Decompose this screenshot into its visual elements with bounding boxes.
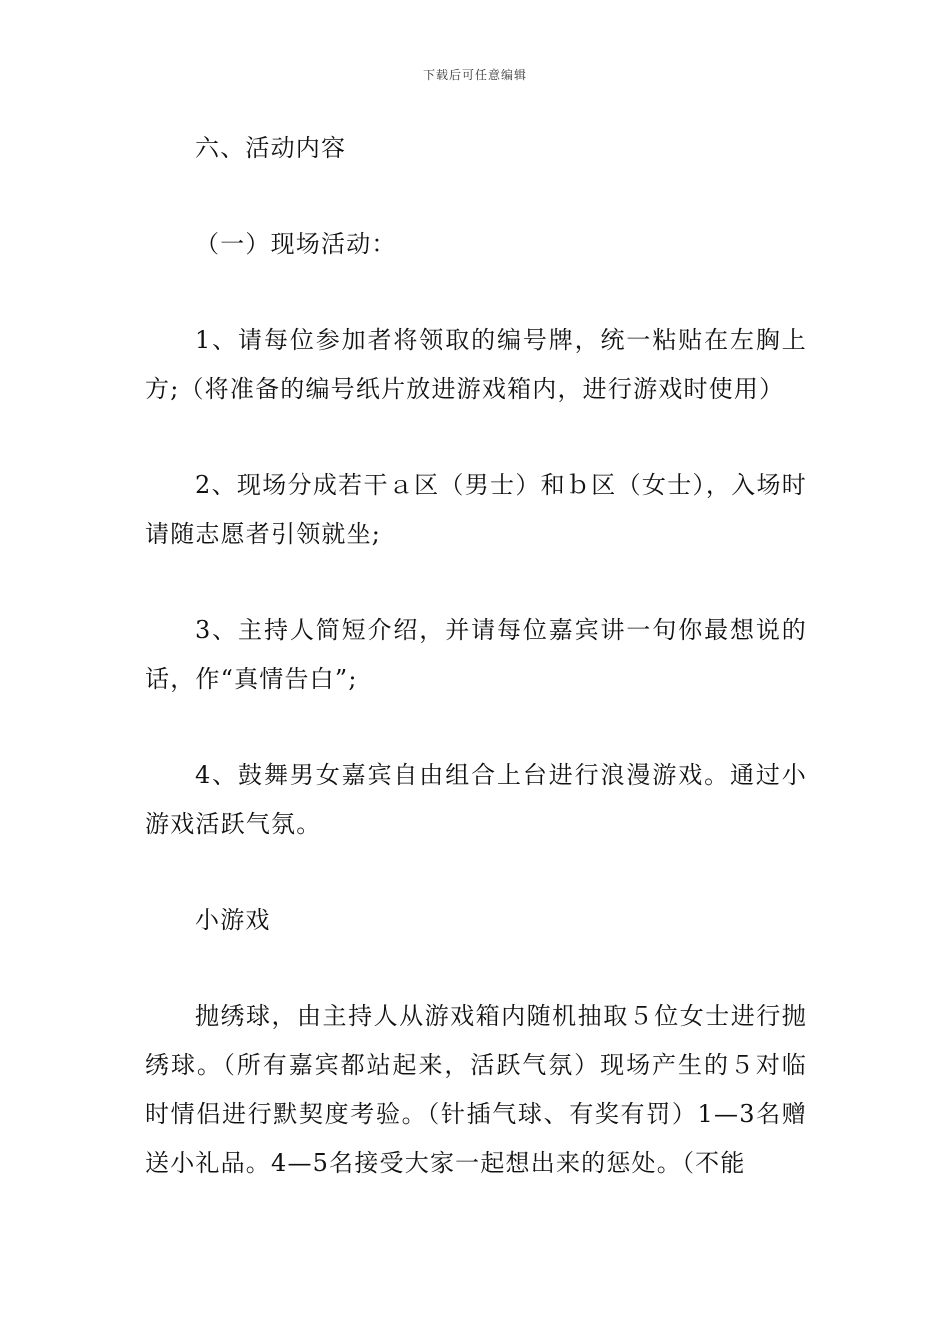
game-title: 小游戏	[195, 906, 271, 934]
page-header-note: 下载后可任意编辑	[422, 68, 527, 82]
paragraph-item-4: 4、鼓舞男女嘉宾自由组合上台进行浪漫游戏。通过小游戏活跃气氛。	[145, 761, 807, 838]
subsection-title: （一）现场活动：	[195, 230, 397, 258]
paragraph-gap	[145, 849, 807, 896]
paragraph-item-2: 2、现场分成若干ａ区（男士）和ｂ区（女士），入场时请随志愿者引领就坐;	[145, 471, 807, 548]
paragraph-gap	[145, 269, 807, 316]
paragraph-item-3: 3、主持人简短介绍，并请每位嘉宾讲一句你最想说的话，作“真情告白”;	[145, 616, 807, 693]
section-title: 六、活动内容	[195, 134, 347, 162]
paragraph-gap	[145, 945, 807, 992]
paragraph-gap	[145, 414, 807, 461]
paragraph-gap	[145, 704, 807, 751]
paragraph-item-1: 1、请每位参加者将领取的编号牌，统一粘贴在左胸上方;（将准备的编号纸片放进游戏箱内，进行游戏时使用）	[145, 326, 807, 403]
document-body	[145, 124, 807, 1188]
game-description: 抛绣球，由主持人从游戏箱内随机抽取５位女士进行抛绣球。（所有嘉宾都站起来，活跃气氛）现场产生的５对临时情侣进行默契度考验。（针插气球、有奖有罚）1—3名赠送小礼品。4—5名接受大家一起想出来的惩处。（不能	[145, 1002, 807, 1177]
paragraph-gap	[145, 559, 807, 606]
paragraph-gap	[145, 173, 807, 220]
